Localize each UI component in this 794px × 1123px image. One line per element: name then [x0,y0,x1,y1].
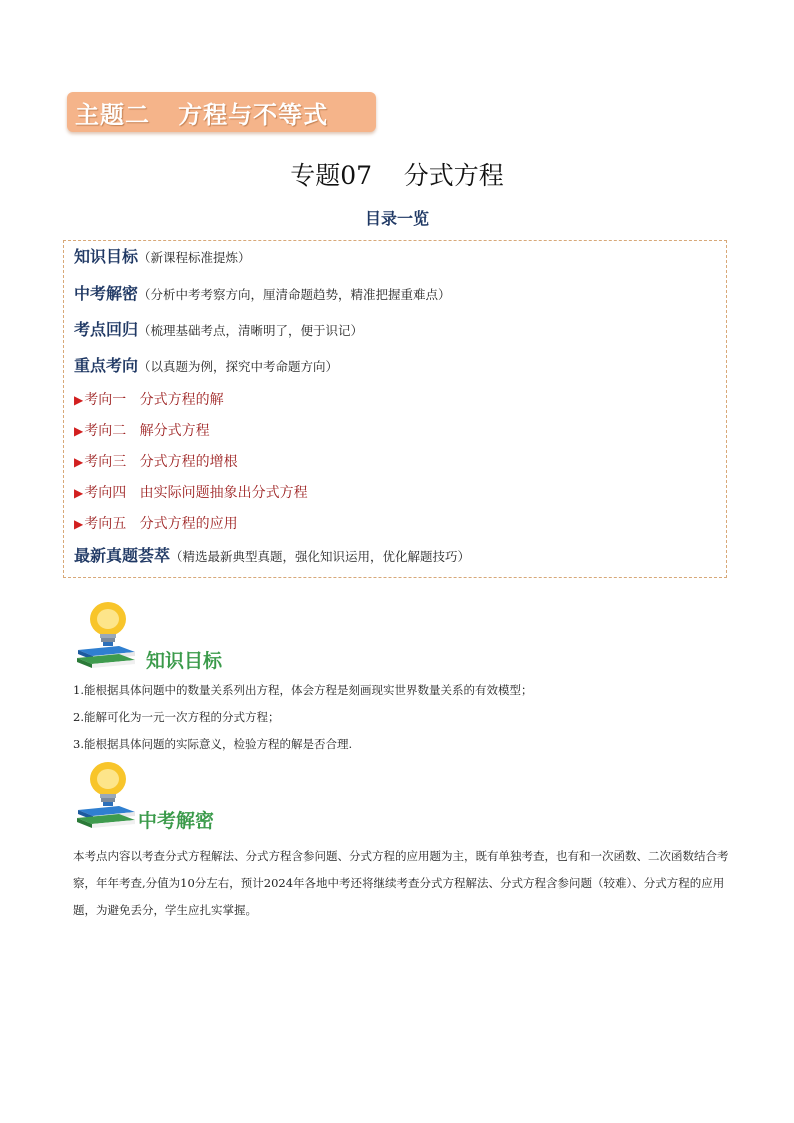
toc-sub-prefix: 考向二 [84,423,140,439]
toc-item-title: 知识目标 [74,247,139,266]
play-arrow-icon: ▶ [74,393,84,407]
toc-item[interactable] [74,244,251,267]
toc-sub-prefix: 考向五 [84,516,140,532]
play-arrow-icon: ▶ [74,517,84,531]
section-title-knowledge-goals: 知识目标 [146,650,223,672]
toc-sub-name: 由实际问题抽象出分式方程 [139,485,308,501]
toc-item[interactable] [74,281,451,304]
play-arrow-icon: ▶ [74,486,84,500]
toc-item[interactable] [74,543,470,566]
toc-sub-name: 分式方程的应用 [139,516,238,532]
toc-item-note: （分析中考考察方向，厘清命题趋势，精准把握重难点） [138,287,451,302]
topic-banner [67,92,376,132]
play-arrow-icon: ▶ [74,424,84,438]
toc-item-title: 最新真题荟萃 [74,546,171,565]
toc-item[interactable] [74,353,338,376]
toc-item-note: （精选最新典型真题，强化知识运用，优化解题技巧） [170,549,471,564]
paragraph-line: 3.能根据具体问题的实际意义，检验方程的解是否合理. [73,737,353,751]
toc-item-title: 重点考向 [74,356,139,375]
section-title-exam-analysis: 中考解密 [138,810,215,832]
toc-item[interactable] [74,317,363,340]
document-title: 专题07 分式方程 [290,161,504,190]
toc-sub-item[interactable] [74,451,238,471]
lightbulb-books-icon [75,762,137,830]
toc-item-title: 中考解密 [74,284,139,303]
paragraph-line: 1.能根据具体问题中的数量关系列出方程，体会方程是刻画现实世界数量关系的有效模型； [73,683,533,697]
toc-sub-name: 分式方程的解 [139,392,224,408]
lightbulb-books-icon [75,602,137,670]
toc-sub-name: 解分式方程 [139,423,210,439]
toc-sub-item[interactable] [74,513,238,533]
paragraph-line: 2.能解可化为一元一次方程的分式方程； [73,710,280,724]
play-arrow-icon: ▶ [74,455,84,469]
toc-sub-item[interactable] [74,389,224,409]
toc-item-note: （新课程标准提炼） [138,250,251,265]
toc-item-title: 考点回归 [74,320,139,339]
toc-sub-name: 分式方程的增根 [139,454,238,470]
table-of-contents [63,240,727,578]
toc-sub-item[interactable] [74,420,210,440]
toc-sub-item[interactable] [74,482,308,502]
toc-heading: 目录一览 [364,209,429,228]
toc-item-note: （以真题为例，探究中考命题方向） [138,359,339,374]
topic-banner-text: 主题二 方程与不等式 [75,100,329,129]
toc-item-note: （梳理基础考点，清晰明了，便于识记） [138,323,364,338]
exam-analysis-paragraph: 本考点内容以考查分式方程解法、分式方程含参问题、分式方程的应用题为主，既有单独考查，也有和一次函数、二次函数结合考察，年年考查,分值为10分左右，预计2024年各地中考还将继续考查分式方程解法、分式方程含参问题（较难）、分式方程的应用题，为避免丢分，学生应扎实掌握。 [73,849,729,917]
toc-sub-prefix: 考向一 [84,392,140,408]
toc-sub-prefix: 考向三 [84,454,140,470]
toc-sub-prefix: 考向四 [84,485,140,501]
